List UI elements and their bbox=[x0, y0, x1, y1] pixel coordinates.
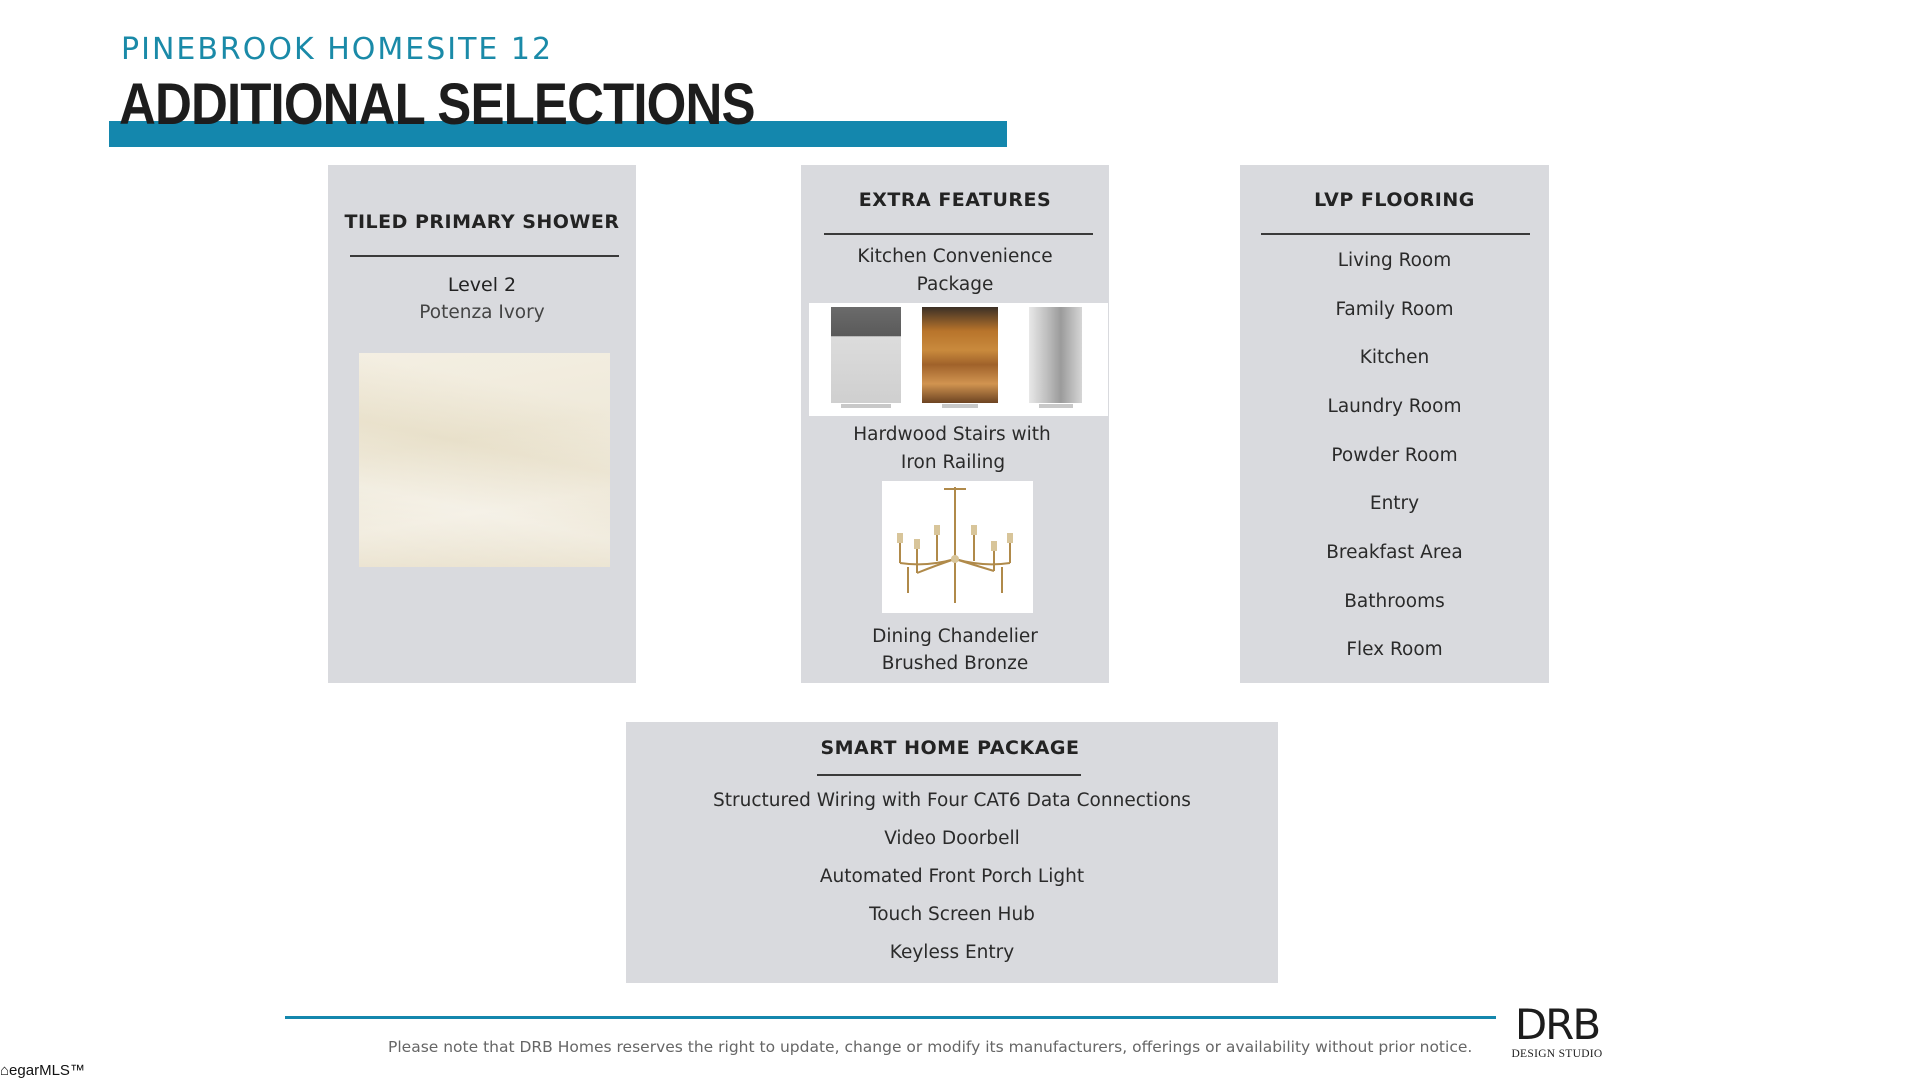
flooring-room: Kitchen bbox=[1359, 347, 1430, 368]
flooring-room: Laundry Room bbox=[1327, 396, 1462, 417]
stairs-line1: Hardwood Stairs with bbox=[853, 424, 1051, 445]
lvp-flooring-panel bbox=[1240, 165, 1549, 683]
chandelier-image bbox=[882, 481, 1033, 613]
image-caption bbox=[1039, 404, 1073, 408]
smart-home-item: Structured Wiring with Four CAT6 Data Connections bbox=[713, 790, 1191, 811]
flooring-room: Powder Room bbox=[1331, 445, 1458, 466]
flooring-room: Family Room bbox=[1335, 299, 1454, 320]
flooring-room: Entry bbox=[1369, 493, 1420, 514]
flooring-room: Flex Room bbox=[1346, 639, 1443, 660]
heading-divider bbox=[824, 233, 1093, 235]
tiled-shower-panel bbox=[328, 165, 636, 683]
image-caption bbox=[942, 404, 978, 408]
flooring-room: Bathrooms bbox=[1344, 591, 1445, 612]
footer-divider bbox=[285, 1016, 1496, 1019]
page-subtitle: PINEBROOK HOMESITE 12 bbox=[121, 32, 554, 67]
smart-home-item: Touch Screen Hub bbox=[869, 904, 1035, 925]
smart-home-item: Automated Front Porch Light bbox=[819, 866, 1085, 887]
shower-level: Level 2 bbox=[447, 274, 517, 296]
tile-swatch-image bbox=[359, 353, 610, 567]
page-title: ADDITIONAL SELECTIONS bbox=[119, 72, 755, 137]
pullout-trash-image bbox=[831, 307, 901, 403]
logo-subtitle: DESIGN STUDIO bbox=[1511, 1048, 1603, 1060]
stairs-line2: Iron Railing bbox=[900, 452, 1006, 473]
flooring-room: Living Room bbox=[1337, 250, 1452, 271]
kitchen-package-images bbox=[809, 303, 1108, 416]
tile-name: Potenza Ivory bbox=[419, 302, 545, 323]
refrigerator-image bbox=[1029, 307, 1082, 403]
heading-divider bbox=[817, 774, 1081, 776]
chandelier-line2: Brushed Bronze bbox=[881, 653, 1029, 674]
image-caption bbox=[841, 404, 891, 408]
chandelier-line1: Dining Chandelier bbox=[872, 626, 1038, 647]
logo-mark: DRB bbox=[1514, 1000, 1600, 1049]
heading-divider bbox=[1261, 233, 1530, 235]
mls-watermark: ⌂egarMLS™ bbox=[0, 1062, 85, 1079]
panel-heading: EXTRA FEATURES bbox=[858, 189, 1052, 211]
smart-home-item: Keyless Entry bbox=[889, 942, 1015, 963]
panel-heading: TILED PRIMARY SHOWER bbox=[344, 211, 620, 233]
disclaimer-text: Please note that DRB Homes reserves the right to update, change or modify its manufacturers, offerings or availability without prior notice. bbox=[388, 1038, 1473, 1056]
kitchen-package-line2: Package bbox=[916, 274, 994, 295]
drb-design-studio-logo bbox=[1511, 1000, 1603, 1060]
panel-heading: SMART HOME PACKAGE bbox=[820, 737, 1080, 759]
smart-home-panel bbox=[626, 722, 1278, 983]
panel-heading: LVP FLOORING bbox=[1314, 189, 1475, 211]
extra-features-panel bbox=[801, 165, 1109, 683]
smart-home-item: Video Doorbell bbox=[884, 828, 1020, 849]
kitchen-package-line1: Kitchen Convenience bbox=[857, 246, 1053, 267]
heading-divider bbox=[350, 255, 619, 257]
flooring-room: Breakfast Area bbox=[1326, 542, 1463, 563]
pullout-trays-image bbox=[922, 307, 998, 403]
chandelier-icon bbox=[882, 481, 1033, 613]
